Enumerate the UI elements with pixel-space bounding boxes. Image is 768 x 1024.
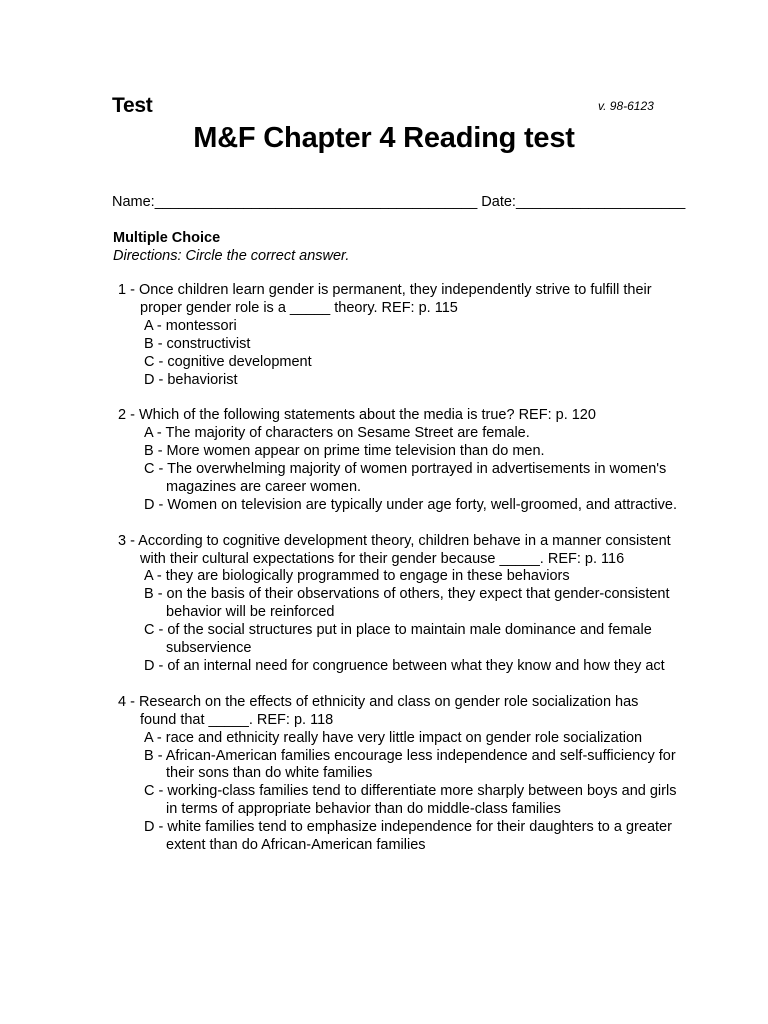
question-stem: 3 - According to cognitive development theory, children behave in a manner consistent with their cultural expectations for their gender because _____. REF: p. 116 <box>118 532 671 567</box>
question-stem: 2 - Which of the following statements about the media is true? REF: p. 120 <box>118 407 596 424</box>
version-number: v. 98-6123 <box>598 99 654 113</box>
answer-option: A - they are biologically programmed to engage in these behaviors <box>144 568 570 585</box>
answer-option: C - working-class families tend to differentiate more sharply between boys and girls in terms of appropriate behavior than do middle-class families <box>144 783 677 818</box>
answer-option: A - montessori <box>144 317 237 334</box>
document-label: Test <box>112 94 153 117</box>
name-date-line: Name:________________________________________ Date:_____________________ <box>112 194 686 210</box>
question-stem: 1 - Once children learn gender is permanent, they independently strive to fulfill their proper gender role is a _____ theory. REF: p. 115 <box>118 282 652 316</box>
answer-option: C - cognitive development <box>144 353 312 370</box>
answer-option: D - Women on television are typically under age forty, well-groomed, and attractive. <box>144 496 677 513</box>
answer-option: A - The majority of characters on Sesame Street are female. <box>144 425 530 442</box>
answer-option: B - More women appear on prime time television than do men. <box>144 443 545 460</box>
page-title: M&F Chapter 4 Reading test <box>193 122 575 154</box>
question-stem: 4 - Research on the effects of ethnicity and class on gender role socialization has found that _____. REF: p. 118 <box>118 693 639 728</box>
question-list <box>118 282 678 873</box>
answer-option: D - behaviorist <box>144 371 238 388</box>
answer-option: D - white families tend to emphasize independence for their daughters to a greater extent than do African-American families <box>144 819 672 854</box>
question-1 <box>118 282 678 389</box>
directions-text: Directions: Circle the correct answer. <box>113 248 350 264</box>
question-4 <box>118 694 678 855</box>
answer-option: B - constructivist <box>144 335 251 352</box>
question-3 <box>118 533 678 676</box>
answer-option: B - African-American families encourage less independence and self-sufficiency for their sons than do white families <box>144 747 676 782</box>
answer-option: C - The overwhelming majority of women portrayed in advertisements in women's magazines are career women. <box>144 461 667 495</box>
answer-option: B - on the basis of their observations of others, they expect that gender-consistent behavior will be reinforced <box>144 586 670 621</box>
answer-option: C - of the social structures put in place to maintain male dominance and female subservience <box>144 622 652 657</box>
question-2 <box>118 407 678 514</box>
answer-option: A - race and ethnicity really have very little impact on gender role socialization <box>144 729 643 746</box>
section-title: Multiple Choice <box>113 230 221 246</box>
answer-option: D - of an internal need for congruence between what they know and how they act <box>144 658 665 674</box>
